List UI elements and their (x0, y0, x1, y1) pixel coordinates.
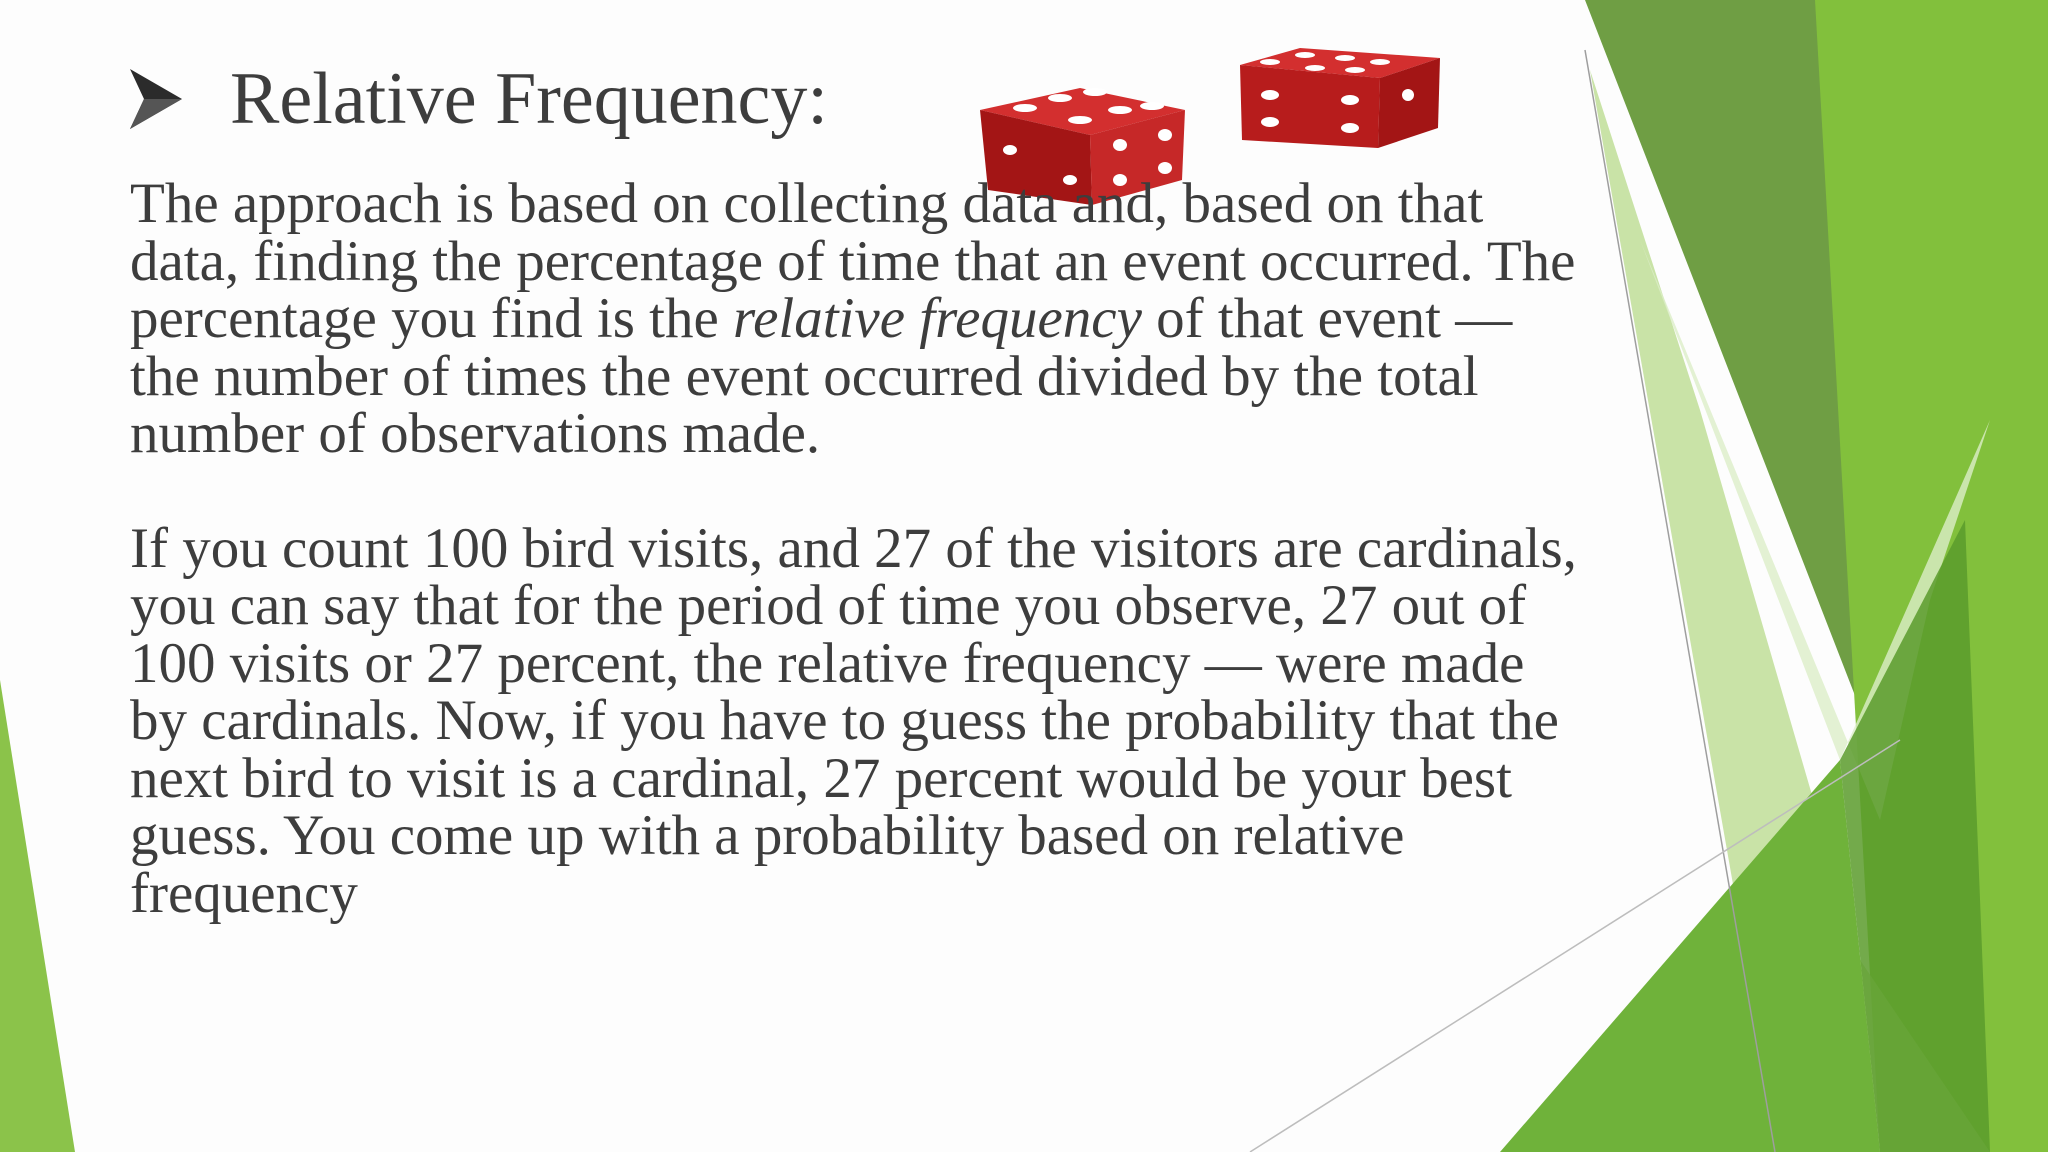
arrowhead-bullet-icon (130, 69, 182, 129)
title-row (130, 58, 828, 140)
definition-text-start: The approach is based on collecting data and, based on that data, finding the percentage of time that an event occurred. The percentage you find is the (130, 172, 1576, 350)
slide-title: Relative Frequency: (230, 58, 828, 140)
paragraph-gap (130, 463, 1590, 520)
die-right (1240, 48, 1440, 148)
left-green-sliver (0, 680, 75, 1152)
paragraph-example: If you count 100 bird visits, and 27 of the visitors are cardinals, you can say that for the period of time you observe, 27 out of 100 visits or 27 percent, the relative frequency — were made by cardinals. Now, if you have to guess the probability that the next bird to visit is a cardinal, 27 percent would be your best guess. You come up with a probability based on relative frequency (130, 516, 1577, 925)
definition-italic-term: relative frequency (733, 287, 1142, 350)
paragraph-definition (130, 172, 1590, 465)
slide-body (130, 172, 1590, 925)
definition-text-end: of that event — the number of times the event occurred divided by the total number of observations made. (130, 287, 1513, 465)
